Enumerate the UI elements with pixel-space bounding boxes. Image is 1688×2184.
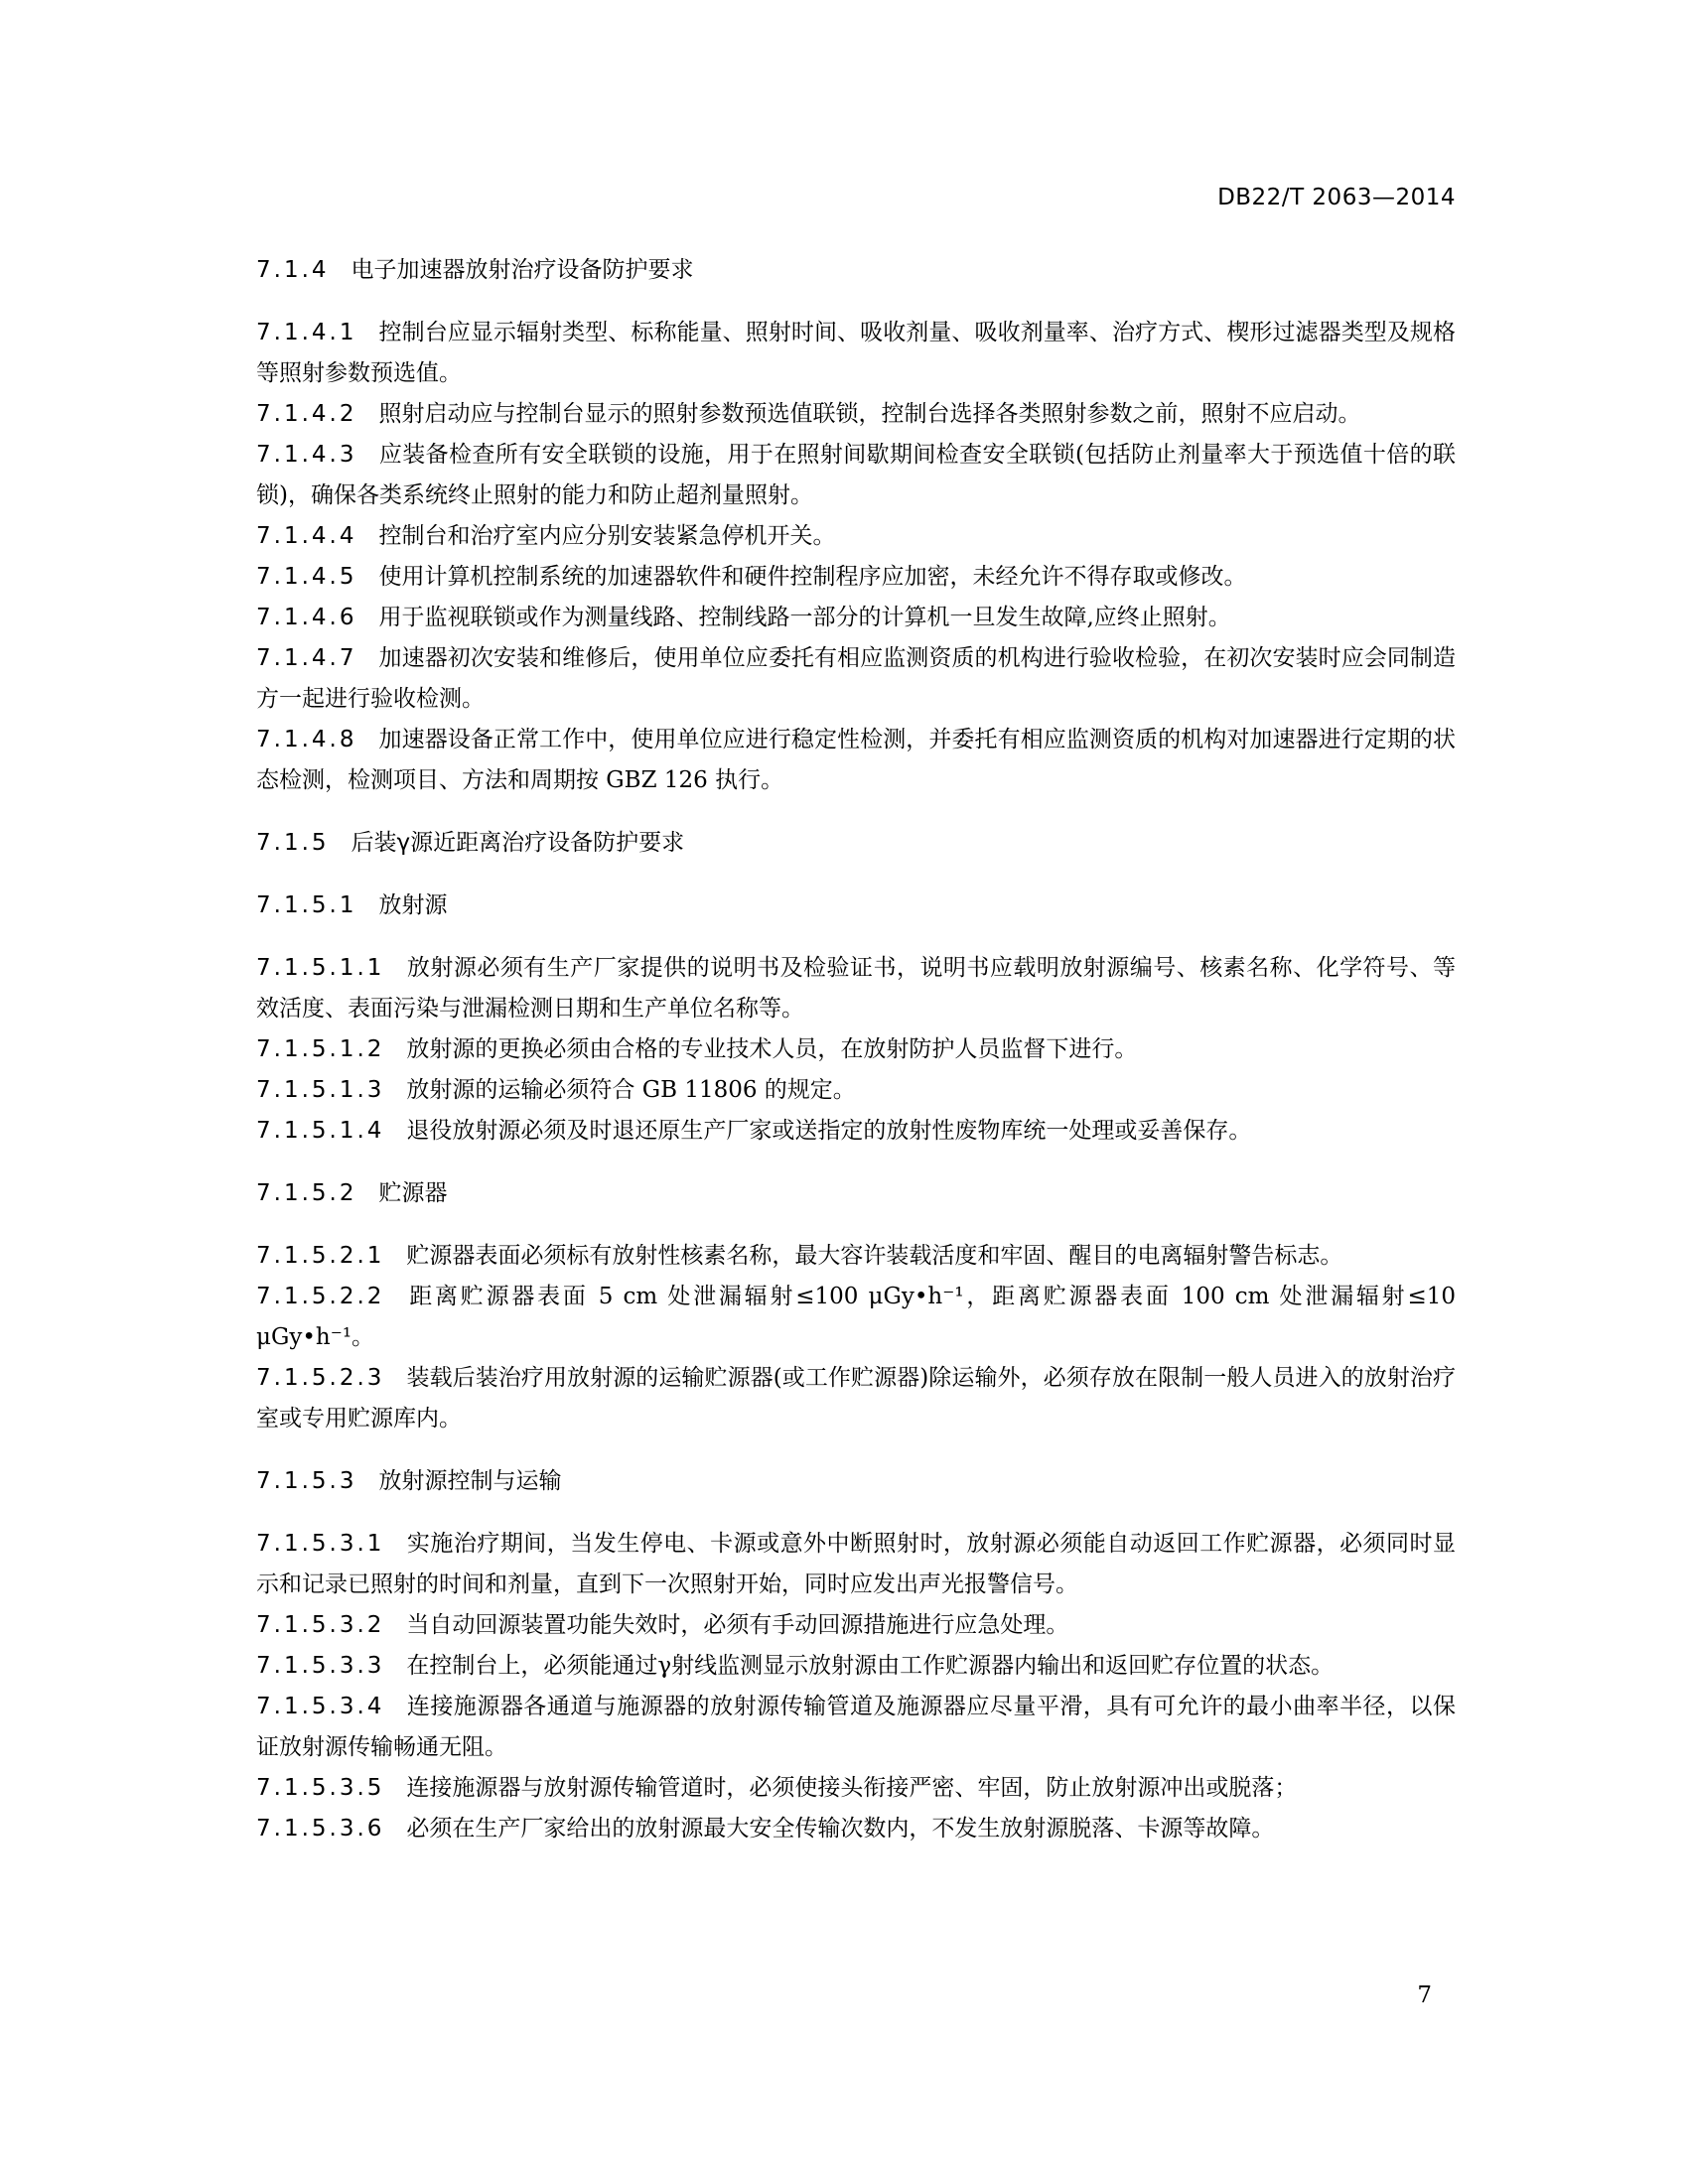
- clause: [256, 1070, 1456, 1111]
- clause-text: 距离贮源器表面 5 cm 处泄漏辐射≤100 μGy•h⁻¹，距离贮源器表面 100 cm 处泄漏辐射≤10 μGy•h⁻¹。: [256, 1284, 1456, 1350]
- clause-text: 当自动回源装置功能失效时，必须有手动回源措施进行应急处理。: [406, 1612, 1069, 1638]
- clause-number: 7.1.5.1.1: [256, 955, 385, 981]
- clause-number: 7.1.5.2.2: [256, 1284, 385, 1309]
- clause: [256, 1605, 1456, 1646]
- clause-text: 连接施源器与放射源传输管道时，必须使接头衔接严密、牢固，防止放射源冲出或脱落；: [406, 1775, 1298, 1801]
- clause-number: 7.1.4.3: [256, 442, 357, 468]
- clause-number: 7.1.5.1.4: [256, 1118, 385, 1144]
- clause-text: 照射启动应与控制台显示的照射参数预选值联锁，控制台选择各类照射参数之前，照射不应启动。: [378, 401, 1361, 427]
- clause: [256, 435, 1456, 516]
- clause: [256, 638, 1456, 720]
- clause-number: 7.1.5.3.2: [256, 1612, 385, 1638]
- clause-number: 7.1.5.1.2: [256, 1036, 385, 1062]
- clause-text: 实施治疗期间，当发生停电、卡源或意外中断照射时，放射源必须能自动返回工作贮源器，必须同时显示和记录已照射的时间和剂量，直到下一次照射开始，同时应发出声光报警信号。: [256, 1531, 1456, 1597]
- clause-number: 7.1.4.6: [256, 605, 357, 630]
- clause-text: 加速器设备正常工作中，使用单位应进行稳定性检测，并委托有相应监测资质的机构对加速器进行定期的状态检测，检测项目、方法和周期按 GBZ 126 执行。: [256, 727, 1456, 793]
- document-body: [256, 250, 1456, 1849]
- subsection-heading: [256, 1173, 1456, 1214]
- subsection-number: 7.1.5.3: [256, 1468, 357, 1494]
- subsection-title: 放射源控制与运输: [378, 1468, 562, 1494]
- section-heading: [256, 250, 1456, 291]
- clause-text: 在控制台上，必须能通过γ射线监测显示放射源由工作贮源器内输出和返回贮存位置的状态。: [406, 1653, 1335, 1679]
- section-heading: [256, 823, 1456, 864]
- subsection-number: 7.1.5.2: [256, 1180, 357, 1206]
- clause: [256, 1687, 1456, 1768]
- clause-text: 应装备检查所有安全联锁的设施，用于在照射间歇期间检查安全联锁(包括防止剂量率大于预选值十倍的联锁)，确保各类系统终止照射的能力和防止超剂量照射。: [256, 442, 1456, 508]
- clause-number: 7.1.4.2: [256, 401, 357, 427]
- clause: [256, 948, 1456, 1029]
- clause-number: 7.1.5.2.3: [256, 1365, 385, 1391]
- page-number: 7: [1417, 1982, 1432, 2008]
- clause: [256, 394, 1456, 435]
- clause: [256, 1029, 1456, 1070]
- clause-text: 使用计算机控制系统的加速器软件和硬件控制程序应加密，未经允许不得存取或修改。: [378, 564, 1247, 590]
- clause-text: 放射源的更换必须由合格的专业技术人员，在放射防护人员监督下进行。: [406, 1036, 1138, 1062]
- clause-number: 7.1.5.3.1: [256, 1531, 385, 1557]
- standard-code: DB22/T 2063—2014: [1217, 185, 1456, 210]
- clause-text: 退役放射源必须及时退还原生产厂家或送指定的放射性废物库统一处理或妥善保存。: [406, 1118, 1252, 1144]
- clause-number: 7.1.4.5: [256, 564, 357, 590]
- clause: [256, 313, 1456, 394]
- clause: [256, 1277, 1456, 1358]
- subsection-number: 7.1.5.1: [256, 892, 357, 918]
- clause-number: 7.1.5.2.1: [256, 1243, 385, 1269]
- subsection-title: 放射源: [378, 892, 448, 918]
- section-number: 7.1.4: [256, 257, 330, 283]
- clause-number: 7.1.5.3.3: [256, 1653, 385, 1679]
- clause-number: 7.1.5.3.4: [256, 1694, 385, 1719]
- section-number: 7.1.5: [256, 830, 330, 856]
- clause: [256, 1111, 1456, 1152]
- clause: [256, 1358, 1456, 1439]
- clause-text: 贮源器表面必须标有放射性核素名称，最大容许装载活度和牢固、醒目的电离辐射警告标志。: [406, 1243, 1343, 1269]
- clause-text: 控制台和治疗室内应分别安装紧急停机开关。: [378, 523, 836, 549]
- clause-number: 7.1.5.1.3: [256, 1077, 385, 1103]
- clause: [256, 1768, 1456, 1809]
- clause: [256, 1646, 1456, 1687]
- clause: [256, 557, 1456, 598]
- clause: [256, 598, 1456, 638]
- clause: [256, 1524, 1456, 1605]
- clause-text: 控制台应显示辐射类型、标称能量、照射时间、吸收剂量、吸收剂量率、治疗方式、楔形过滤器类型及规格等照射参数预选值。: [256, 320, 1456, 386]
- clause-number: 7.1.5.3.6: [256, 1816, 385, 1842]
- clause-text: 放射源的运输必须符合 GB 11806 的规定。: [406, 1077, 856, 1103]
- subsection-heading: [256, 886, 1456, 926]
- clause: [256, 516, 1456, 557]
- clause-text: 连接施源器各通道与施源器的放射源传输管道及施源器应尽量平滑，具有可允许的最小曲率半径，以保证放射源传输畅通无阻。: [256, 1694, 1456, 1760]
- clause-number: 7.1.4.4: [256, 523, 357, 549]
- clause: [256, 720, 1456, 801]
- clause-number: 7.1.4.1: [256, 320, 357, 345]
- subsection-heading: [256, 1461, 1456, 1502]
- clause-number: 7.1.4.7: [256, 645, 357, 671]
- clause-number: 7.1.4.8: [256, 727, 357, 752]
- clause-text: 必须在生产厂家给出的放射源最大安全传输次数内，不发生放射源脱落、卡源等故障。: [406, 1816, 1275, 1842]
- section-title: 后装γ源近距离治疗设备防护要求: [351, 830, 685, 856]
- clause-number: 7.1.5.3.5: [256, 1775, 385, 1801]
- clause-text: 加速器初次安装和维修后，使用单位应委托有相应监测资质的机构进行验收检验，在初次安装时应会同制造方一起进行验收检测。: [256, 645, 1456, 712]
- clause: [256, 1809, 1456, 1849]
- clause: [256, 1236, 1456, 1277]
- clause-text: 装载后装治疗用放射源的运输贮源器(或工作贮源器)除运输外，必须存放在限制一般人员进入的放射治疗室或专用贮源库内。: [256, 1365, 1456, 1432]
- subsection-title: 贮源器: [378, 1180, 448, 1206]
- clause-text: 放射源必须有生产厂家提供的说明书及检验证书，说明书应载明放射源编号、核素名称、化学符号、等效活度、表面污染与泄漏检测日期和生产单位名称等。: [256, 955, 1456, 1022]
- section-title: 电子加速器放射治疗设备防护要求: [351, 257, 694, 283]
- clause-text: 用于监视联锁或作为测量线路、控制线路一部分的计算机一旦发生故障,应终止照射。: [378, 605, 1231, 630]
